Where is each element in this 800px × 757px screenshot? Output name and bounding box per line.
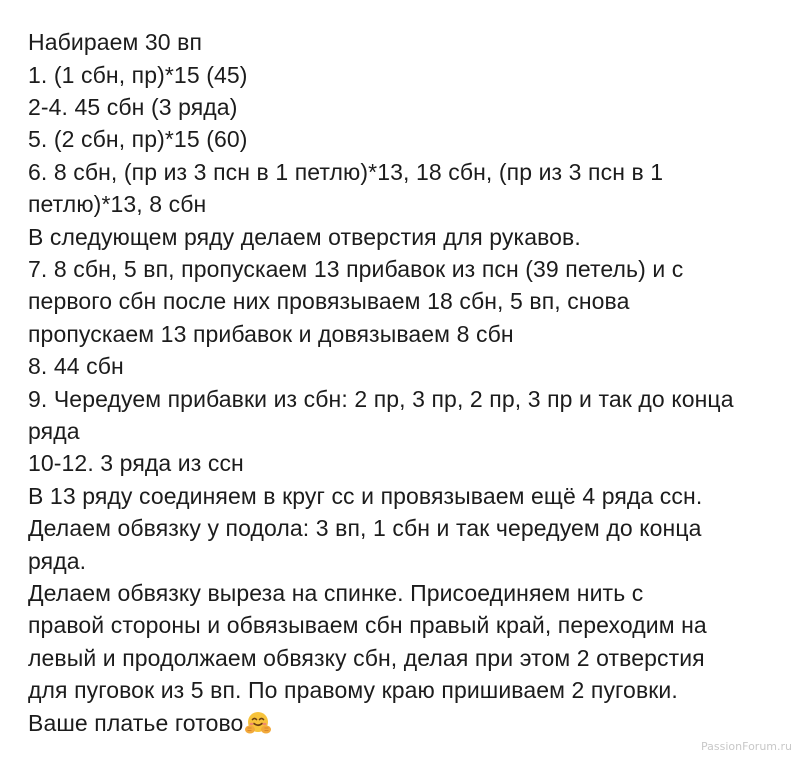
text-line: Делаем обвязку у подола: 3 вп, 1 сбн и так чередуем до конца xyxy=(28,515,702,541)
text-line: пропускаем 13 прибавок и довязываем 8 сбн xyxy=(28,321,514,347)
text-line: 9. Чередуем прибавки из сбн: 2 пр, 3 пр, 2 пр, 3 пр и так до конца xyxy=(28,386,734,412)
text-line: правой стороны и обвязываем сбн правый край, переходим на xyxy=(28,612,707,638)
text-line: ряда. xyxy=(28,548,87,574)
text-line: Набираем 30 вп xyxy=(28,29,203,55)
text-line: 2-4. 45 сбн (3 ряда) xyxy=(28,94,238,120)
text-line: для пуговок из 5 вп. По правому краю пришиваем 2 пуговки. xyxy=(28,677,678,703)
text-line: первого сбн после них провязываем 18 сбн, 5 вп, снова xyxy=(28,288,630,314)
text-line: В следующем ряду делаем отверстия для рукавов. xyxy=(28,224,581,250)
text-line: 10-12. 3 ряда из ссн xyxy=(28,450,244,476)
final-line xyxy=(28,708,272,738)
text-line: 5. (2 сбн, пр)*15 (60) xyxy=(28,126,248,152)
text-line: 8. 44 сбн xyxy=(28,353,124,379)
text-line: Делаем обвязку выреза на спинке. Присоединяем нить с xyxy=(28,580,644,606)
text-line: 6. 8 сбн, (пр из 3 псн в 1 петлю)*13, 18 сбн, (пр из 3 псн в 1 xyxy=(28,159,664,185)
text-line: 1. (1 сбн, пр)*15 (45) xyxy=(28,62,248,88)
final-line-text: Ваше платье готово xyxy=(28,710,244,736)
text-line: 7. 8 сбн, 5 вп, пропускаем 13 прибавок из псн (39 петель) и с xyxy=(28,256,684,282)
text-line: петлю)*13, 8 сбн xyxy=(28,191,207,217)
text-line: В 13 ряду соединяем в круг сс и провязываем ещё 4 ряда ссн. xyxy=(28,483,703,509)
text-line: левый и продолжаем обвязку сбн, делая при этом 2 отверстия xyxy=(28,645,705,671)
text-line: ряда xyxy=(28,418,80,444)
site-watermark: PassionForum.ru xyxy=(701,740,792,753)
smiling-face-with-hands-icon xyxy=(244,711,272,735)
